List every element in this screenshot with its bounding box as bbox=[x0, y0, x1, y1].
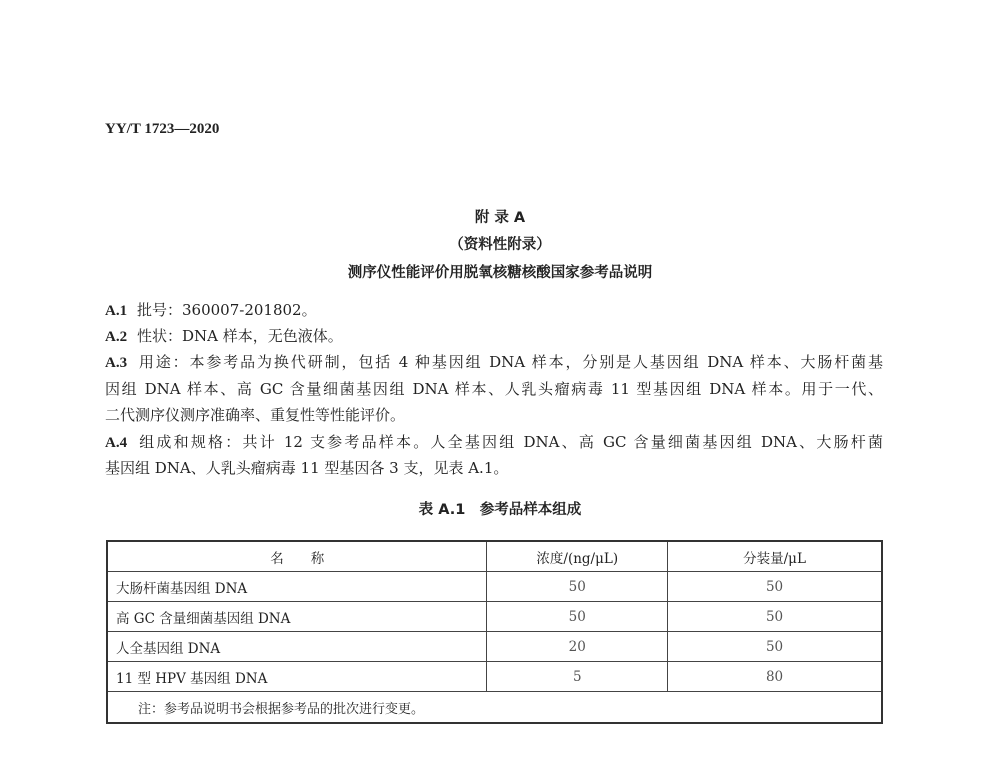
cell-name: 11 型 HPV 基因组 DNA bbox=[107, 662, 487, 692]
cell-concentration: 50 bbox=[487, 602, 668, 632]
table-header-row bbox=[107, 541, 882, 572]
appendix-type: （资料性附录） bbox=[449, 237, 551, 253]
section-a1: A.1 批号：360007-201802。 bbox=[105, 301, 317, 319]
table-note-row bbox=[107, 692, 882, 724]
section-a2: A.2 性状：DNA 样本，无色液体。 bbox=[105, 327, 343, 345]
cell-volume: 50 bbox=[668, 602, 882, 632]
section-a3-line3: 二代测序仪测序准确率、重复性等性能评价。 bbox=[105, 406, 406, 424]
section-a3-line2: 因组 DNA 样本、高 GC 含量细菌基因组 DNA 样本、人乳头瘤病毒 11 型基因组 DNA 样本。用于一代、 bbox=[105, 380, 883, 398]
table-row bbox=[107, 662, 882, 692]
cell-volume: 80 bbox=[668, 662, 882, 692]
cell-name: 高 GC 含量细菌基因组 DNA bbox=[107, 602, 487, 632]
table-note: 注：参考品说明书会根据参考品的批次进行变更。 bbox=[107, 692, 882, 724]
appendix-title: 附 录 A bbox=[474, 210, 526, 226]
section-a4-line2: 基因组 DNA、人乳头瘤病毒 11 型基因各 3 支，见表 A.1。 bbox=[105, 459, 509, 477]
appendix-heading: 测序仪性能评价用脱氧核糖核酸国家参考品说明 bbox=[347, 265, 653, 281]
cell-name: 大肠杆菌基因组 DNA bbox=[107, 572, 487, 602]
cell-concentration: 5 bbox=[487, 662, 668, 692]
header-name: 名 称 bbox=[107, 541, 487, 572]
section-a3: A.3 用途：本参考品为换代研制，包括 4 种基因组 DNA 样本，分别是人基因组 DNA 样本、大肠杆菌基 bbox=[105, 353, 883, 371]
standard-number: YY/T 1723—2020 bbox=[105, 121, 220, 137]
table-row bbox=[107, 602, 882, 632]
cell-volume: 50 bbox=[668, 632, 882, 662]
header-concentration: 浓度/(ng/μL) bbox=[487, 541, 668, 572]
cell-concentration: 50 bbox=[487, 572, 668, 602]
sample-table bbox=[106, 540, 883, 724]
table-row bbox=[107, 632, 882, 662]
table-row bbox=[107, 572, 882, 602]
cell-concentration: 20 bbox=[487, 632, 668, 662]
section-a4: A.4 组成和规格：共计 12 支参考品样本。人全基因组 DNA、高 GC 含量细菌基因组 DNA、大肠杆菌 bbox=[105, 433, 883, 451]
header-volume: 分装量/μL bbox=[668, 541, 882, 572]
cell-name: 人全基因组 DNA bbox=[107, 632, 487, 662]
table-caption: 表 A.1 参考品样本组成 bbox=[418, 502, 582, 518]
cell-volume: 50 bbox=[668, 572, 882, 602]
